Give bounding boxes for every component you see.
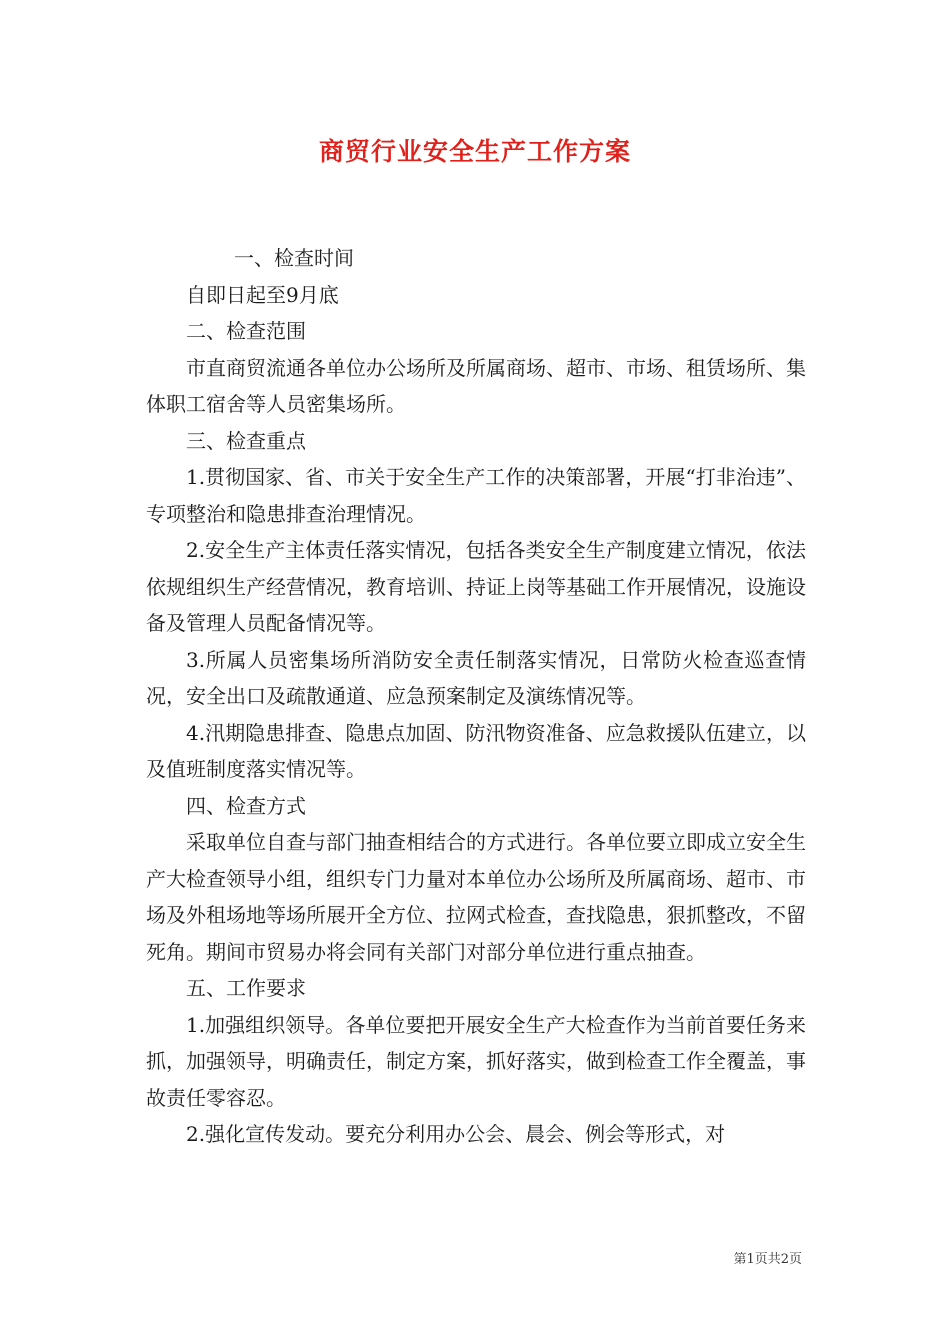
document-body <box>146 240 806 1153</box>
paragraph-focus-3: 3.所属人员密集场所消防安全责任制落实情况，日常防火检查巡查情况，安全出口及疏散通道、应急预案制定及演练情况等。 <box>146 647 806 708</box>
section-heading-focus: 三、检查重点 <box>186 428 306 453</box>
paragraph-focus-4: 4.汛期隐患排查、隐患点加固、防汛物资准备、应急救援队伍建立，以及值班制度落实情况等。 <box>146 720 806 781</box>
paragraph-focus-2: 2.安全生产主体责任落实情况，包括各类安全生产制度建立情况，依法依规组织生产经营情况，教育培训、持证上岗等基础工作开展情况，设施设备及管理人员配备情况等。 <box>146 538 806 635</box>
section-heading-time: 一、检查时间 <box>234 246 354 270</box>
paragraph-scope: 市直商贸流通各单位办公场所及所属商场、超市、市场、租赁场所、集体职工宿舍等人员密集场所。 <box>146 355 806 416</box>
page-number: 第1页共2页 <box>733 1252 802 1267</box>
paragraph-time: 自即日起至9月底 <box>186 282 339 307</box>
section-heading-method: 四、检查方式 <box>186 793 306 818</box>
paragraph-requirement-2: 2.强化宣传发动。要充分利用办公会、晨会、例会等形式，对 <box>186 1122 726 1146</box>
paragraph-focus-1: 1.贯彻国家、省、市关于安全生产工作的决策部署，开展“打非治违”、专项整治和隐患排查治理情况。 <box>146 465 806 526</box>
paragraph-requirement-1: 1.加强组织领导。各单位要把开展安全生产大检查作为当前首要任务来抓，加强领导，明确责任，制定方案，抓好落实，做到检查工作全覆盖，事故责任零容忍。 <box>146 1012 806 1110</box>
section-heading-requirements: 五、工作要求 <box>186 976 306 1000</box>
paragraph-method: 采取单位自查与部门抽查相结合的方式进行。各单位要立即成立安全生产大检查领导小组，组织专门力量对本单位办公场所及所属商场、超市、市场及外租场地等场所展开全方位、拉网式检查，查找隐患，狠抓整改，不留死角。期间市贸易办将会同有关部门对部分单位进行重点抽查。 <box>146 830 806 964</box>
section-heading-scope: 二、检查范围 <box>186 319 306 343</box>
document-title: 商贸行业安全生产工作方案 <box>318 137 631 166</box>
